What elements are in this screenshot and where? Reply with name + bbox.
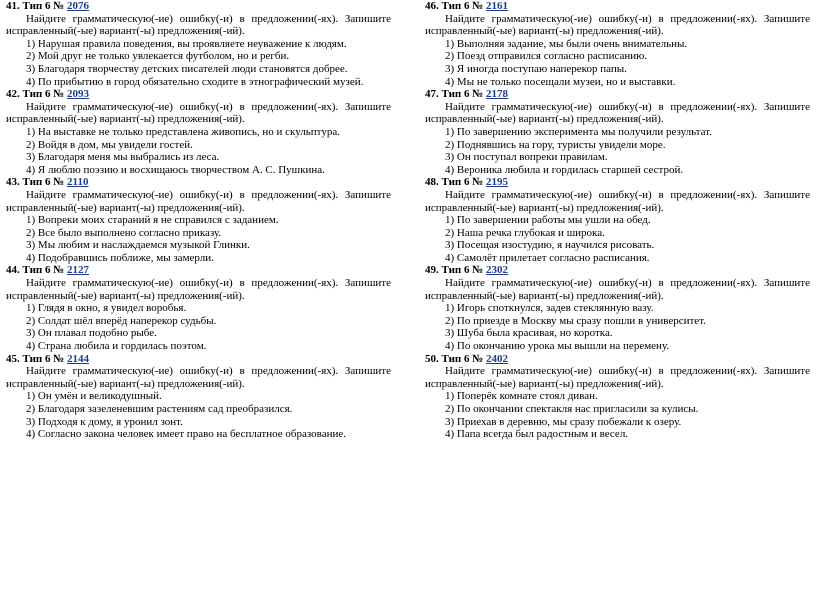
answer-option: 1) Поперёк комнате стоял диван. [445, 390, 598, 403]
task-block [6, 88, 391, 176]
answer-option: 1) Нарушая правила поведения, вы проявляете неуважение к людям. [26, 37, 347, 50]
answer-option: 4) Страна любила и гордилась поэтом. [26, 340, 207, 353]
answer-option: 3) Приехав в деревню, мы сразу побежали к озеру. [445, 415, 682, 428]
task-type: Тип 6 № [441, 264, 484, 277]
task-instruction: Найдите грамматическую(-ие) ошибку(-и) в предложении(-ях). Запишите исправленный(-ые) вариант(-ы) предложения(-ий). [6, 100, 391, 126]
answer-option: 1) Игорь споткнулся, задев стеклянную вазу. [445, 302, 654, 315]
task-id-link[interactable]: 2093 [67, 88, 90, 101]
answer-option: 3) Он поступал вопреки правилам. [445, 151, 608, 164]
task-id-link[interactable]: 2178 [486, 88, 509, 101]
task-id-link[interactable]: 2076 [67, 0, 90, 12]
task-instruction: Найдите грамматическую(-ие) ошибку(-и) в предложении(-ях). Запишите исправленный(-ые) вариант(-ы) предложения(-ий). [425, 100, 810, 126]
task-header [425, 353, 810, 366]
task-type: Тип 6 № [22, 88, 65, 101]
task-header [6, 0, 391, 13]
task-instruction: Найдите грамматическую(-ие) ошибку(-и) в предложении(-ях). Запишите исправленный(-ые) вариант(-ы) предложения(-ий). [425, 188, 810, 214]
task-id-link[interactable]: 2302 [486, 264, 509, 277]
task-number: 47. [425, 88, 439, 101]
answer-option: 4) По прибытию в город обязательно сходите в этнографический музей. [26, 75, 364, 88]
task-type: Тип 6 № [22, 264, 65, 277]
task-instruction: Найдите грамматическую(-ие) ошибку(-и) в предложении(-ях). Запишите исправленный(-ые) вариант(-ы) предложения(-ий). [6, 12, 391, 38]
answer-option: 3) Шуба была красивая, но коротка. [445, 327, 613, 340]
answer-option: 4) По окончанию урока мы вышли на перемену. [445, 340, 670, 353]
task-number: 43. [6, 176, 20, 189]
task-type: Тип 6 № [441, 176, 484, 189]
task-number: 46. [425, 0, 439, 12]
answer-option: 2) Мой друг не только увлекается футболом, но и регби. [26, 50, 290, 63]
task-block [6, 353, 391, 441]
task-header [425, 0, 810, 13]
answer-option: 4) Я люблю поэзию и восхищаюсь творчеством А. С. Пушкина. [26, 163, 325, 176]
answer-option: 3) Благодаря меня мы выбрались из леса. [26, 151, 220, 164]
task-type: Тип 6 № [22, 352, 65, 365]
answer-option: 4) Согласно закона человек имеет право на бесплатное образование. [26, 428, 346, 441]
answer-option: 4) Самолёт прилетает согласно расписания. [445, 251, 650, 264]
task-type: Тип 6 № [441, 0, 484, 12]
task-type: Тип 6 № [22, 0, 65, 12]
answer-option: 2) По приезде в Москву мы сразу пошли в университет. [445, 314, 706, 327]
task-number: 42. [6, 88, 20, 101]
task-block [425, 353, 810, 441]
task-header [6, 353, 391, 366]
task-instruction: Найдите грамматическую(-ие) ошибку(-и) в предложении(-ях). Запишите исправленный(-ые) вариант(-ы) предложения(-ий). [6, 188, 391, 214]
answer-option: 3) Мы любим и наслаждаемся музыкой Глинки. [26, 239, 250, 252]
answer-option: 2) Войдя в дом, мы увидели гостей. [26, 138, 193, 151]
task-header [6, 88, 391, 101]
task-header [6, 264, 391, 277]
answer-option: 2) Благодаря зазеленевшим растениям сад преобразился. [26, 403, 293, 415]
right-column [425, 0, 810, 441]
task-number: 45. [6, 352, 20, 365]
answer-option: 1) Вопреки моих стараний я не справился с заданием. [26, 214, 279, 227]
answer-option: 4) Вероника любила и гордилась старшей сестрой. [445, 163, 684, 176]
task-instruction: Найдите грамматическую(-ие) ошибку(-и) в предложении(-ях). Запишите исправленный(-ые) вариант(-ы) предложения(-ий). [425, 277, 810, 302]
answer-option: 3) Я иногда поступаю наперекор папы. [445, 62, 627, 75]
task-header [425, 176, 810, 189]
left-column [6, 0, 391, 441]
task-id-link[interactable]: 2161 [486, 0, 509, 12]
task-block [425, 0, 810, 88]
answer-option: 4) Папа всегда был радостным и весел. [445, 428, 629, 441]
task-block [6, 0, 391, 88]
answer-option: 2) Наша речка глубокая и широка. [445, 226, 605, 239]
task-header [425, 88, 810, 101]
task-instruction: Найдите грамматическую(-ие) ошибку(-и) в предложении(-ях). Запишите исправленный(-ые) вариант(-ы) предложения(-ий). [6, 365, 391, 390]
task-id-link[interactable]: 2402 [486, 352, 509, 365]
task-header [6, 176, 391, 189]
answer-option: 1) Глядя в окно, я увидел воробья. [26, 302, 187, 315]
answer-option: 3) Он плавал подобно рыбе. [26, 327, 157, 340]
task-type: Тип 6 № [22, 176, 65, 189]
answer-option: 1) На выставке не только представлена живопись, но и скульптура. [26, 125, 340, 138]
answer-option: 2) По окончании спектакля нас пригласили за кулисы. [445, 403, 699, 415]
task-block [425, 176, 810, 264]
answer-option: 2) Поднявшись на гору, туристы увидели море. [445, 138, 666, 151]
task-instruction: Найдите грамматическую(-ие) ошибку(-и) в предложении(-ях). Запишите исправленный(-ые) вариант(-ы) предложения(-ий). [425, 12, 810, 38]
task-type: Тип 6 № [441, 352, 484, 365]
task-id-link[interactable]: 2110 [67, 176, 89, 189]
answer-option: 2) Поезд отправился согласно расписанию. [445, 50, 648, 63]
task-number: 44. [6, 264, 20, 277]
answer-option: 2) Все было выполнено согласно приказу. [26, 226, 222, 239]
answer-option: 3) Посещая изостудию, я научился рисовать. [445, 239, 655, 252]
task-header [425, 264, 810, 277]
task-block [425, 264, 810, 352]
task-instruction: Найдите грамматическую(-ие) ошибку(-и) в предложении(-ях). Запишите исправленный(-ые) вариант(-ы) предложения(-ий). [6, 277, 391, 302]
answer-option: 3) Подходя к дому, я уронил зонт. [26, 415, 183, 428]
answer-option: 1) Он умён и великодушный. [26, 390, 162, 403]
task-id-link[interactable]: 2144 [67, 352, 90, 365]
answer-option: 3) Благодаря творчеству детских писателей люди становятся добрее. [26, 62, 348, 75]
task-number: 49. [425, 264, 439, 277]
answer-option: 4) Мы не только посещали музеи, но и выставки. [445, 75, 676, 88]
task-number: 48. [425, 176, 439, 189]
task-number: 41. [6, 0, 20, 12]
task-block [6, 264, 391, 352]
answer-option: 1) По завершении работы мы ушли на обед. [445, 214, 651, 227]
task-number: 50. [425, 352, 439, 365]
task-id-link[interactable]: 2127 [67, 264, 90, 277]
answer-option: 4) Подобравшись поближе, мы замерли. [26, 251, 214, 264]
task-id-link[interactable]: 2195 [486, 176, 509, 189]
answer-option: 2) Солдат шёл вперёд наперекор судьбы. [26, 314, 217, 327]
answer-option: 1) Выполняя задание, мы были очень внимательны. [445, 37, 688, 50]
task-block [425, 88, 810, 176]
task-block [6, 176, 391, 264]
answer-option: 1) По завершению эксперимента мы получили результат. [445, 125, 712, 138]
task-instruction: Найдите грамматическую(-ие) ошибку(-и) в предложении(-ях). Запишите исправленный(-ые) вариант(-ы) предложения(-ий). [425, 365, 810, 390]
task-type: Тип 6 № [441, 88, 484, 101]
